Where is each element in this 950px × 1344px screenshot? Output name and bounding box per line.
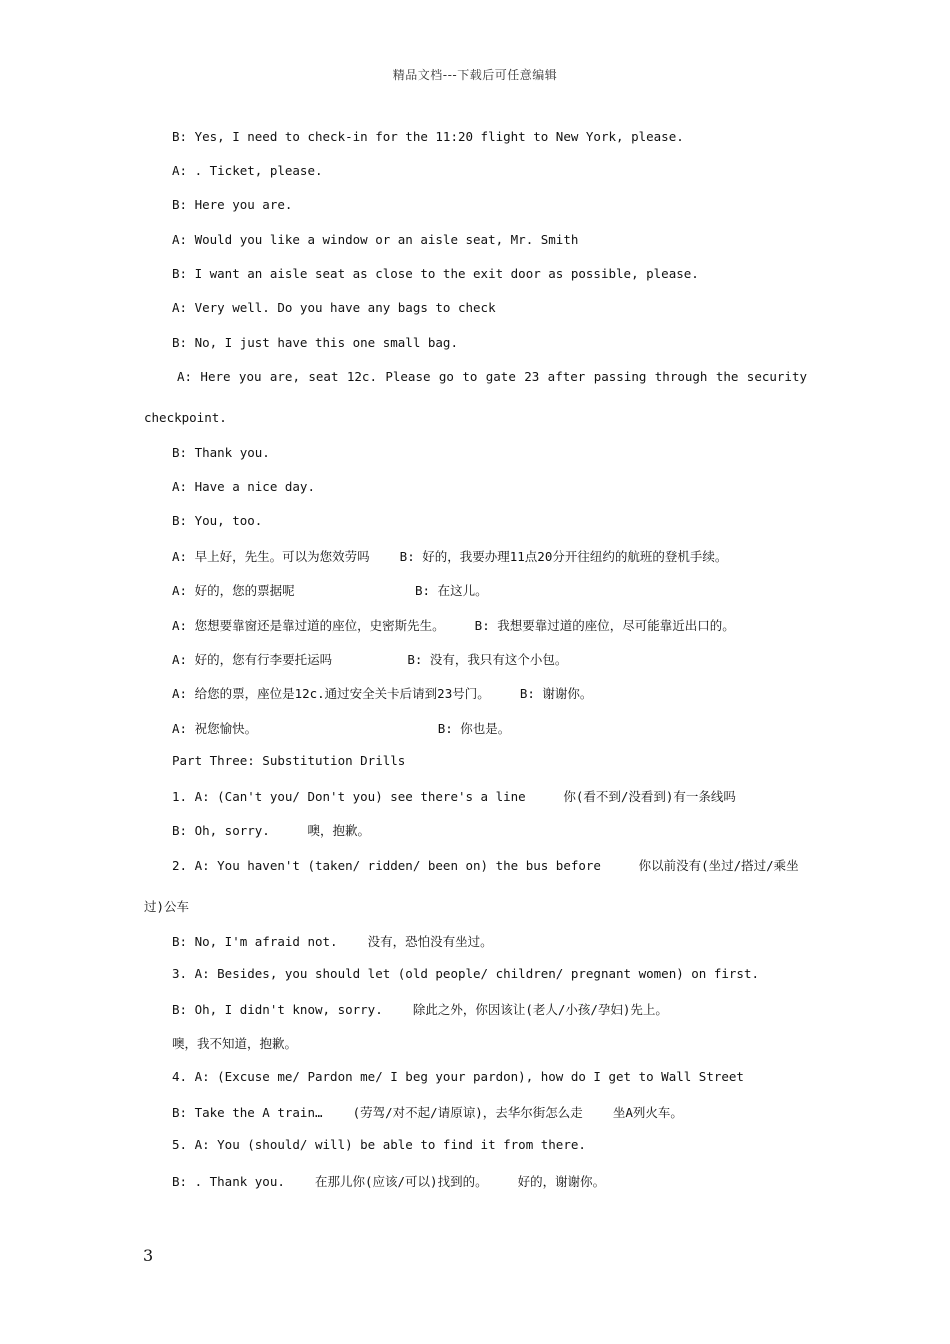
- translation-line: A: 您想要靠窗还是靠过道的座位，史密斯先生。 B: 我想要靠过道的座位，尽可能靠近出口的。: [172, 618, 735, 633]
- drill-line: B: Oh, I didn't know, sorry. 除此之外，你因该让(老人/小孩/孕妇)先上。: [172, 1002, 668, 1017]
- dialogue-line: A: . Ticket, please.: [172, 163, 323, 178]
- dialogue-line: A: Would you like a window or an aisle seat, Mr. Smith: [172, 232, 579, 247]
- dialogue-line: B: You, too.: [172, 513, 263, 528]
- dialogue-line: B: No, I just have this one small bag.: [172, 335, 458, 350]
- drill-line: B: No, I'm afraid not. 没有，恐怕没有坐过。: [172, 934, 493, 949]
- dialogue-line-continued: checkpoint.: [144, 410, 227, 425]
- translation-line: A: 早上好，先生。可以为您效劳吗 B: 好的，我要办理11点20分开往纽约的航班的登机手续。: [172, 549, 728, 564]
- drill-line: 3. A: Besides, you should let (old people/ children/ pregnant women) on first.: [172, 966, 759, 981]
- dialogue-line: A: Very well. Do you have any bags to check: [172, 300, 496, 315]
- drill-line: B: Oh, sorry. 噢，抱歉。: [172, 823, 370, 838]
- drill-line: B: . Thank you. 在那儿你(应该/可以)找到的。 好的，谢谢你。: [172, 1174, 606, 1189]
- dialogue-line: B: I want an aisle seat as close to the exit door as possible, please.: [172, 266, 699, 281]
- translation-line: A: 好的，您有行李要托运吗 B: 没有，我只有这个小包。: [172, 652, 568, 667]
- page-header: 精品文档---下载后可任意编辑: [392, 68, 558, 82]
- section-heading: Part Three: Substitution Drills: [172, 753, 406, 768]
- drill-line: 噢，我不知道，抱歉。: [172, 1036, 298, 1051]
- dialogue-line: B: Yes, I need to check-in for the 11:20 flight to New York, please.: [172, 129, 684, 144]
- drill-line: 2. A: You haven't (taken/ ridden/ been on) the bus before 你以前没有(坐过/搭过/乘坐: [172, 858, 799, 873]
- dialogue-line: A: Here you are, seat 12c. Please go to gate 23 after passing through the security: [177, 369, 807, 384]
- drill-line: B: Take the A train… (劳驾/对不起/请原谅)，去华尔街怎么走 坐A列火车。: [172, 1105, 683, 1120]
- translation-line: A: 好的，您的票据呢 B: 在这儿。: [172, 583, 488, 598]
- drill-line: 5. A: You (should/ will) be able to find it from there.: [172, 1137, 586, 1152]
- dialogue-line: A: Have a nice day.: [172, 479, 315, 494]
- dialogue-line: B: Here you are.: [172, 197, 293, 212]
- drill-line-continued: 过)公车: [144, 899, 190, 914]
- translation-line: A: 给您的票，座位是12c.通过安全关卡后请到23号门。 B: 谢谢你。: [172, 686, 593, 701]
- page-number: 3: [143, 1246, 154, 1265]
- dialogue-line: B: Thank you.: [172, 445, 270, 460]
- translation-line: A: 祝您愉快。 B: 你也是。: [172, 721, 511, 736]
- drill-line: 4. A: (Excuse me/ Pardon me/ I beg your pardon), how do I get to Wall Street: [172, 1069, 744, 1084]
- drill-line: 1. A: (Can't you/ Don't you) see there's a line 你(看不到/没看到)有一条线吗: [172, 789, 736, 804]
